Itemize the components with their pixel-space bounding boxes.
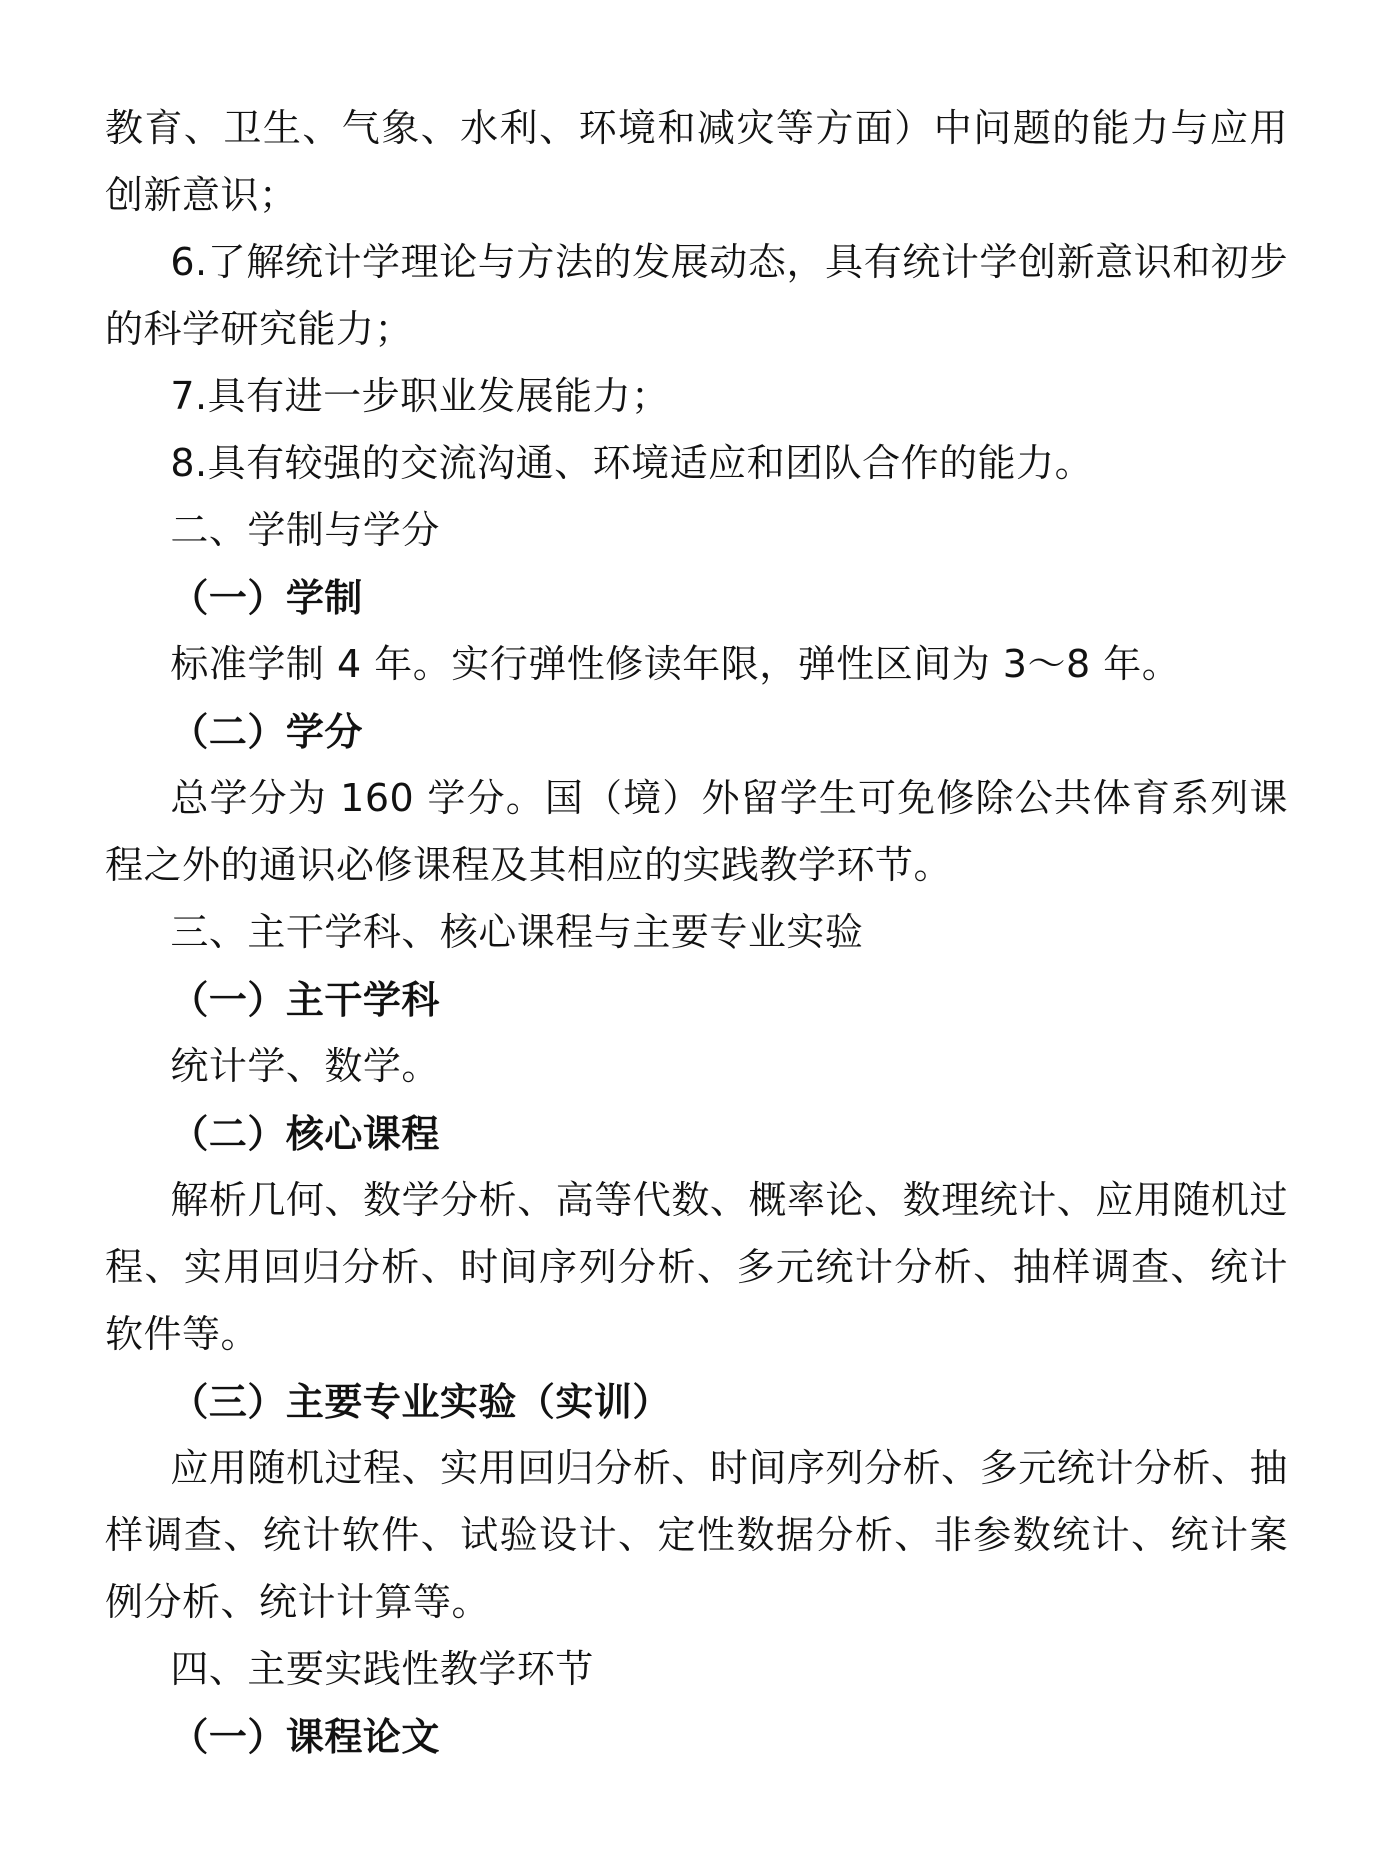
paragraph-body-zhuganxueke: 统计学、数学。 — [170, 1044, 440, 1088]
subsection-heading-2-1: （一）学制 — [170, 575, 363, 620]
subsection-heading-3-3: （三）主要专业实验（实训） — [170, 1379, 671, 1424]
paragraph-body-xuezhi: 标准学制 4 年。实行弹性修读年限，弹性区间为 3～8 年。 — [170, 642, 1181, 686]
paragraph-body-continuation: 教育、卫生、气象、水利、环境和减灾等方面）中问题的能力与应用创新意识； — [105, 106, 1288, 217]
paragraph-numbered-item-7: 7.具有进一步职业发展能力； — [170, 374, 670, 418]
paragraph-numbered-item-6: 6.了解统计学理论与方法的发展动态，具有统计学创新意识和初步的科学研究能力； — [105, 240, 1288, 351]
paragraph-body-hexinkecheng: 解析几何、数学分析、高等代数、概率论、数理统计、应用随机过程、实用回归分析、时间序列分析、多元统计分析、抽样调查、统计软件等。 — [105, 1178, 1288, 1356]
paragraph-numbered-item-8: 8.具有较强的交流沟通、环境适应和团队合作的能力。 — [170, 441, 1094, 485]
paragraph-body-zhuanyeshiyan: 应用随机过程、实用回归分析、时间序列分析、多元统计分析、抽样调查、统计软件、试验设计、定性数据分析、非参数统计、统计案例分析、统计计算等。 — [105, 1446, 1288, 1624]
section-heading-3: 三、主干学科、核心课程与主要专业实验 — [170, 910, 864, 954]
subsection-heading-4-1: （一）课程论文 — [170, 1714, 440, 1759]
subsection-heading-3-1: （一）主干学科 — [170, 977, 440, 1022]
subsection-heading-3-2: （二）核心课程 — [170, 1111, 440, 1156]
section-heading-2: 二、学制与学分 — [170, 508, 440, 552]
paragraph-body-xuefen: 总学分为 160 学分。国（境）外留学生可免修除公共体育系列课程之外的通识必修课程及其相应的实践教学环节。 — [105, 776, 1288, 887]
section-heading-4: 四、主要实践性教学环节 — [170, 1647, 594, 1691]
subsection-heading-2-2: （二）学分 — [170, 709, 363, 754]
